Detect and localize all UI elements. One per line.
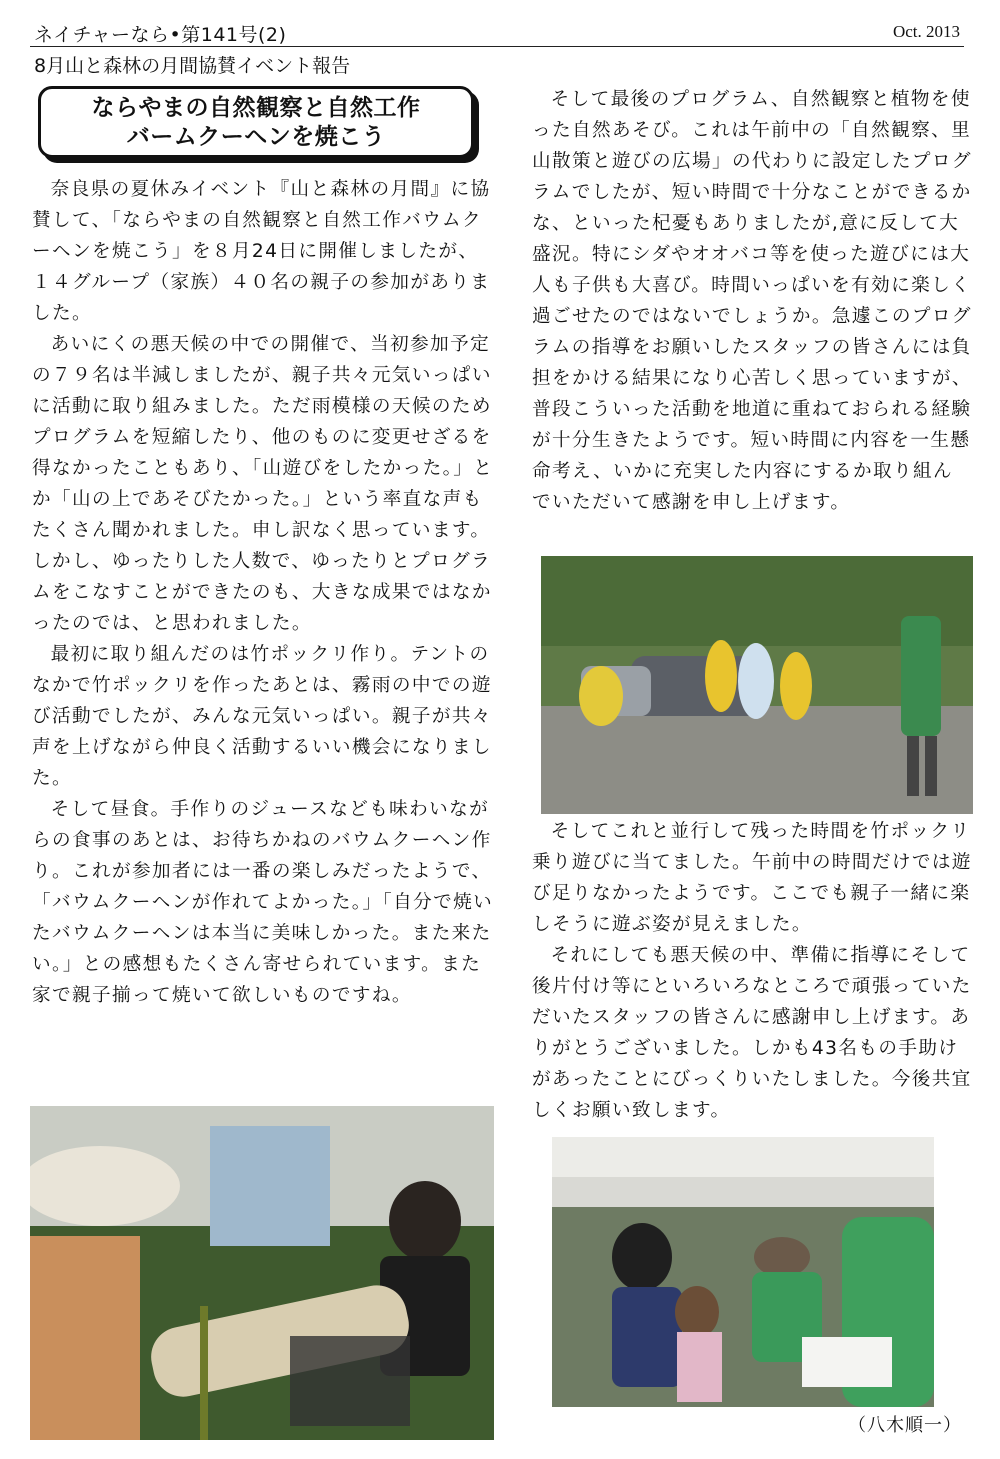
article-title-line-1: ならやまの自然観察と自然工作 <box>91 94 421 121</box>
paragraph: 奈良県の夏休みイベント『山と森林の月間』に協賛して、「ならやまの自然観察と自然工作バウムクーヘンを焼こう」を８月24日に開催しましたが、１４グループ（家族）４０名の親子の参加がありました。 <box>32 179 491 324</box>
section-heading: 8月山と森林の月間協賛イベント報告 <box>34 55 351 77</box>
header-divider <box>30 46 964 47</box>
left-column-text <box>32 174 496 1011</box>
photo-baumkuchen-making <box>30 1106 494 1440</box>
paragraph: あいにくの悪天候の中での開催で、当初参加予定の７９名は半減しましたが、親子共々元気いっぱいに活動に取り組みました。ただ雨模様の天候のためプログラムを短縮したり、他のものに変更せざるを得なかったこともあり、「山遊びをしたかった。」とか「山の上であそびたかった。」という率直な声もたくさん聞かれました。申し訳なく思っています。しかし、ゆったりした人数で、ゆったりとプログラムをこなすことができたのも、大きな成果ではなかったのでは、と思われました。 <box>32 334 494 634</box>
paragraph: そして最後のプログラム、自然観察と植物を使った自然あそび。これは午前中の「自然観察、里山散策と遊びの広場」の代わりに設定したプログラムでしたが、短い時間で十分なことができるかな、といった杞憂もありましたが,意に反して大盛況。特にシダやオオバコ等を使った遊びには大人も子供も大喜び。時間いっぱいを有効に楽しく過ごせたのではないでしょうか。急遽このプログラムの指導をお願いしたスタッフの皆さんには負担をかける結果になり心苦しく思っていますが、普段こういった活動を地道に重ねておられる経験が十分生きたようです。短い時間に内容を一生懸命考え、いかに充実した内容にするか取り組んでいただいて感謝を申し上げます。 <box>532 89 972 513</box>
newsletter-issue: ネイチャーなら•第141号(2) <box>34 24 287 46</box>
article-title-line-2: バームクーヘンを焼こう <box>126 123 386 150</box>
paragraph: それにしても悪天候の中、準備に指導にそして後片付け等にといろいろなところで頑張っていただいたスタッフの皆さんに感謝申し上げます。ありがとうございました。しかも43名もの手助けがあったことにびっくりいたしました。今後共宜しくお願い致します。 <box>532 945 972 1121</box>
photo-staff-and-children <box>552 1137 934 1407</box>
article-title-box <box>38 86 474 158</box>
paragraph: そして昼食。手作りのジュースなども味わいながらの食事のあとは、お待ちかねのバウムクーヘン作り。これが参加者には一番の楽しみだったようで、「バウムクーヘンが作れてよかった。」「自分で焼いたバウムクーヘンは本当に美味しかった。また来たい。」との感想もたくさん寄せられています。また家で親子揃って焼いて欲しいものですね。 <box>32 799 494 1006</box>
author-credit: （八木順一） <box>848 1415 962 1436</box>
right-column-text-middle <box>532 816 972 1126</box>
paragraph: 最初に取り組んだのは竹ポックリ作り。テントのなかで竹ポックリを作ったあとは、霧雨の中での遊び活動でしたが、みんな元気いっぱい。親子が共々声を上げながら仲良く活動するいい機会になりました。 <box>32 644 492 789</box>
right-column-text-top <box>532 84 972 518</box>
photo-children-raincoats <box>541 556 973 814</box>
paragraph: そしてこれと並行して残った時間を竹ポックリ乗り遊びに当てました。午前中の時間だけでは遊び足りなかったようです。ここでも親子一緒に楽しそうに遊ぶ姿が見えました。 <box>532 821 972 935</box>
issue-date: Oct. 2013 <box>892 22 960 41</box>
